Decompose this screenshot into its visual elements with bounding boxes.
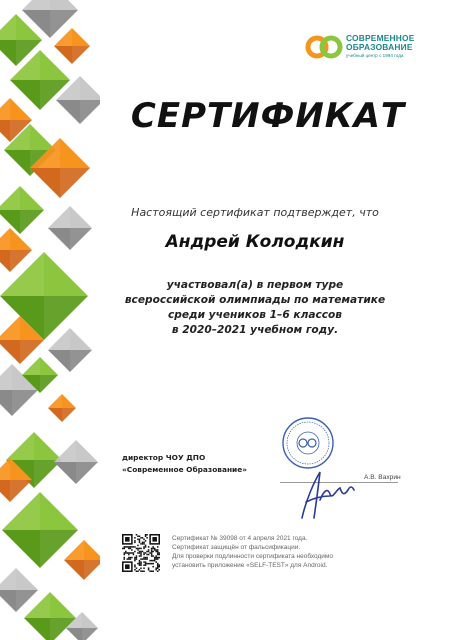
- achievement-line: всероссийской олимпиады по математике: [124, 294, 386, 306]
- achievement-line: в 2020–2021 учебном году.: [171, 324, 339, 336]
- decorative-diamond: [54, 28, 90, 64]
- handwritten-signature: [296, 460, 358, 524]
- director-organization: «Современное Образование»: [122, 465, 248, 474]
- decorative-diamond: [54, 440, 98, 484]
- signer-name: А.В. Вахрин: [364, 474, 401, 481]
- intro-text: Настоящий сертификат подтверждет, что: [131, 206, 379, 219]
- logo-icon: [304, 30, 346, 64]
- achievement-line: участвовал(а) в первом туре: [166, 279, 344, 291]
- decorative-diamond: [0, 186, 44, 234]
- org-logo: [304, 30, 424, 64]
- decorative-diamond: [2, 492, 78, 568]
- certificate-number: Сертификат № 39098 от 4 апреля 2021 года.: [172, 535, 308, 542]
- decorative-diamond: [0, 228, 32, 272]
- achievement-text: [95, 278, 415, 338]
- recipient-name: Андрей Колодкин: [165, 232, 345, 252]
- protection-note: Сертификат защищён от фальсификации.: [172, 544, 301, 551]
- certificate-footer: [172, 534, 333, 570]
- decorative-diamond: [48, 328, 92, 372]
- decorative-diamond: [48, 206, 92, 250]
- app-note: установить приложение «SELF-TEST» для Android.: [172, 562, 328, 569]
- director-title: [122, 452, 247, 476]
- decorative-diamond: [24, 592, 76, 640]
- certificate-title: СЕРТИФИКАТ: [130, 96, 406, 136]
- decorative-pattern: [0, 0, 100, 640]
- verification-note: Для проверки подлинности сертификата необходимо: [172, 553, 334, 560]
- achievement-line: среди учеников 1–6 классов: [167, 309, 343, 321]
- decorative-diamond: [0, 568, 38, 612]
- org-tagline: учебный центр с 1994 года: [346, 53, 404, 58]
- decorative-diamond: [64, 540, 100, 580]
- decorative-diamond: [48, 394, 76, 422]
- director-position: директор ЧОУ ДПО: [122, 453, 206, 462]
- verification-qr-code: [122, 534, 160, 572]
- org-name: СОВРЕМЕННОЕ ОБРАЗОВАНИЕ: [346, 33, 415, 52]
